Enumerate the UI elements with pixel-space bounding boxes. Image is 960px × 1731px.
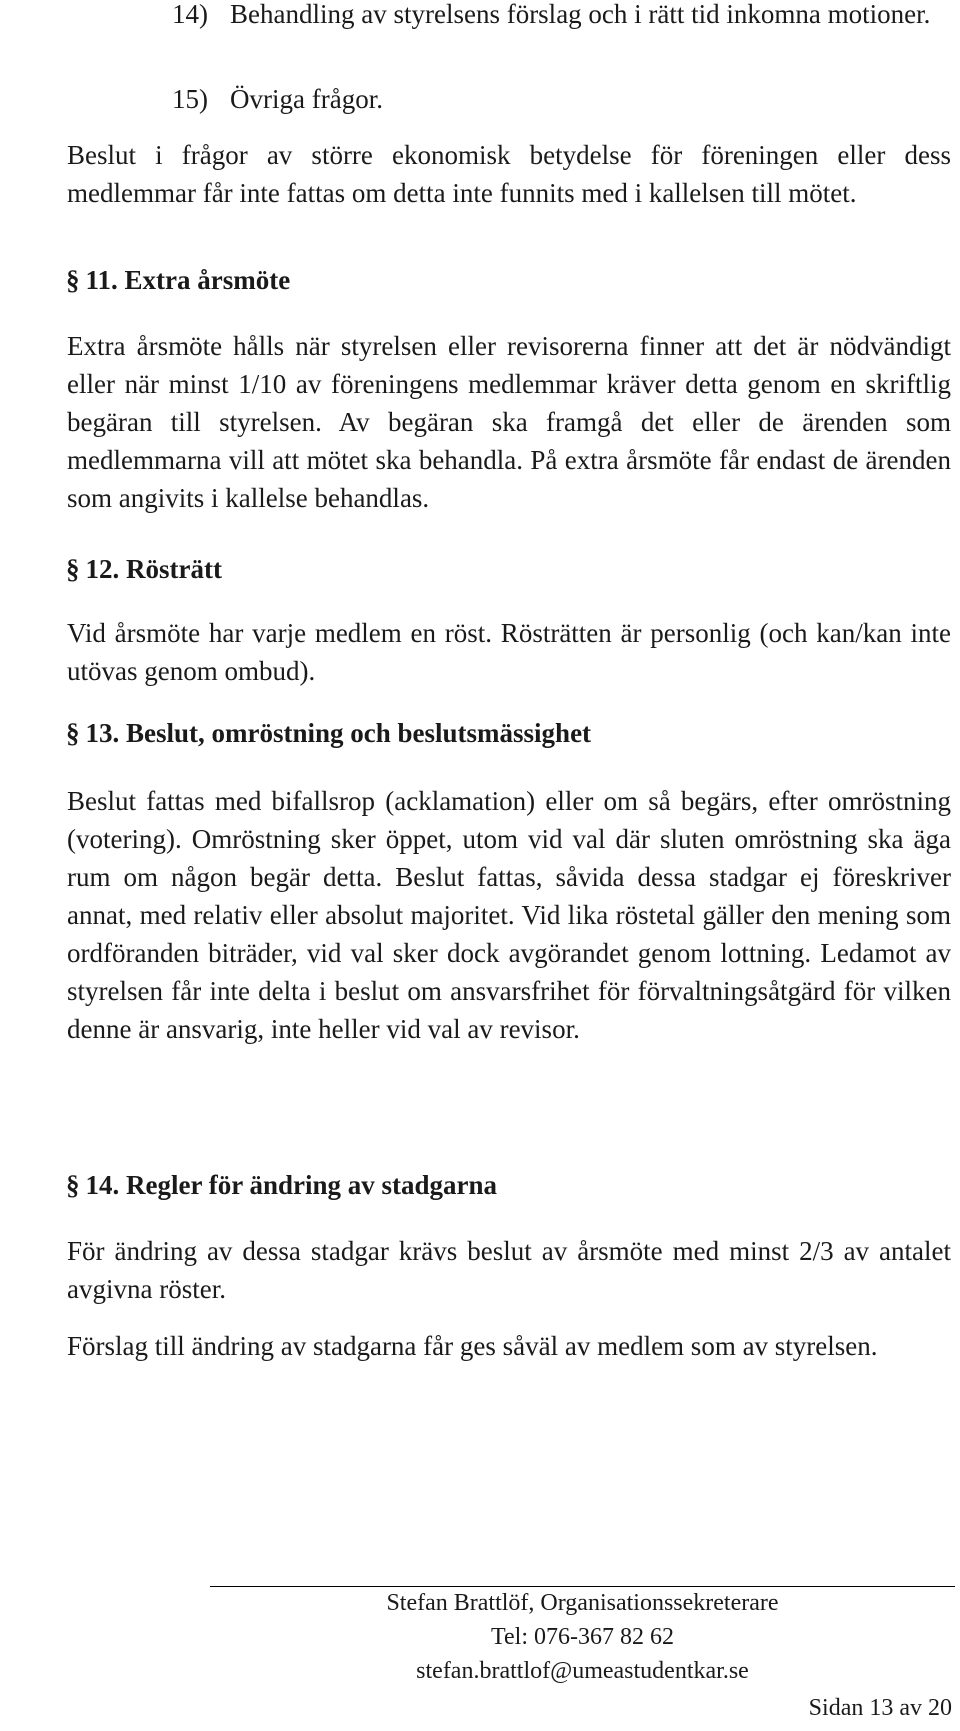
list-item-text: Behandling av styrelsens förslag och i rätt tid inkomna motioner. [230,0,931,29]
section-title: 11. Extra årsmöte [85,265,291,295]
list-item-number: 15) [172,84,208,114]
section-heading [66,1167,497,1203]
footer-name: Stefan Brattlöf, Organisationssekreterare [386,1590,779,1616]
decision-note: Beslut i frågor av större ekonomisk betydelse för föreningen eller dess medlemmar får inte fattas om detta inte funnits med i kallelsen till mötet. [67,140,951,208]
section-sign: § [66,1170,80,1200]
page-number: Sidan 13 av 20 [808,1695,952,1721]
section-paragraph: Extra årsmöte hålls när styrelsen eller revisorerna finner att det är nödvändigt eller när minst 1/10 av föreningens medlemmar kräver detta genom en skriftlig begäran till styrelsen. Av begäran ska framgå det eller de ärenden som medlemmarna vill att mötet ska behandla. På extra årsmöte får endast de ärenden som angivits i kallelse behandlas. [67,331,951,513]
section-paragraph: Vid årsmöte har varje medlem en röst. Rösträtten är personlig (och kan/kan inte utövas genom ombud). [67,618,951,686]
section-title: 13. Beslut, omröstning och beslutsmässighet [85,718,592,748]
list-item-text: Övriga frågor. [230,84,383,114]
section-paragraph: Förslag till ändring av stadgarna får ges såväl av medlem som av styrelsen. [67,1331,878,1361]
section-heading [66,715,591,751]
section-sign: § [66,718,80,748]
list-item [172,81,960,119]
section-heading [66,262,290,298]
list-item [172,0,960,76]
section-sign: § [66,265,80,295]
section-sign: § [66,554,80,584]
section-title: 12. Rösträtt [85,554,222,584]
section-paragraph: Beslut fattas med bifallsrop (acklamation) eller om så begärs, efter omröstning (votering). Omröstning sker öppet, utom vid val där sluten omröstning ska äga rum om någon begär detta. Beslut fattas, såvida dessa stadgar ej föreskriver annat, med relativ eller absolut majoritet. Vid lika röstetal gäller den mening som ordföranden biträder, vid val sker dock avgörandet genom lottning. Ledamot av styrelsen får inte delta i beslut om ansvarsfrihet för förvaltningsåtgärd för vilken denne är ansvarig, inte heller vid val av revisor. [67,786,951,1044]
list-item-number: 14) [172,0,208,29]
section-title: 14. Regler för ändring av stadgarna [85,1170,497,1200]
footer-email: stefan.brattlof@umeastudentkar.se [416,1658,749,1684]
section-heading [66,551,222,587]
footer-phone: Tel: 076-367 82 62 [491,1624,674,1650]
section-paragraph: För ändring av dessa stadgar krävs beslut av årsmöte med minst 2/3 av antalet avgivna röster. [67,1236,951,1304]
